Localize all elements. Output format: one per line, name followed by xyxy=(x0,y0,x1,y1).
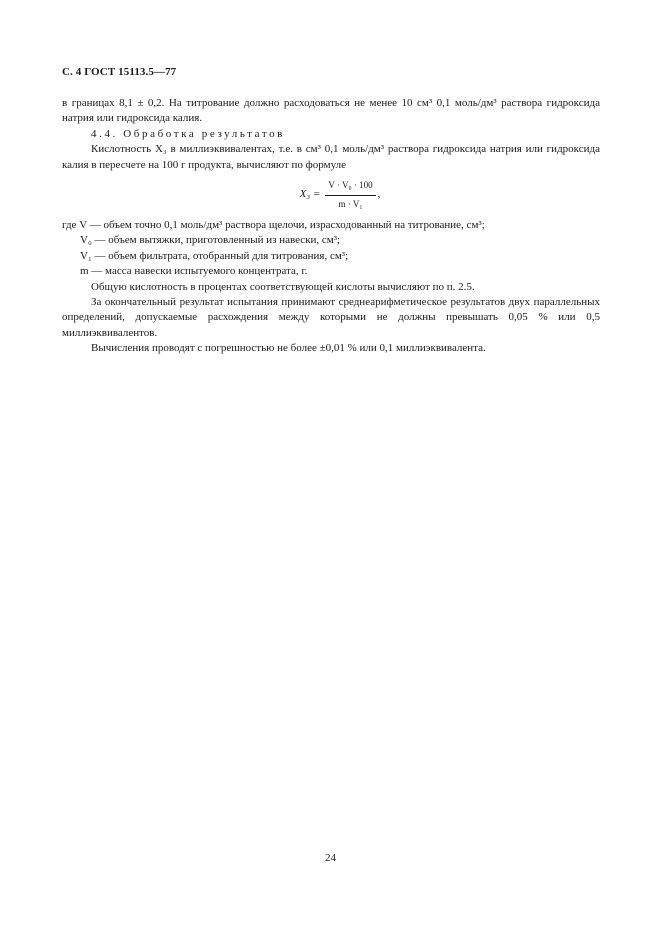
acidity-formula xyxy=(62,178,600,212)
page-header: С. 4 ГОСТ 15113.5—77 xyxy=(62,66,177,78)
paragraph-final-result: За окончательный результат испытания принимают среднеарифметическое результатов двух параллельных определений, допускаемые расхождения между которыми не должны превышать 0,05 % или 0,5 миллиэквивалентов. xyxy=(62,296,600,339)
legend-item-m: m — масса навески испытуемого концентрата, г. xyxy=(80,265,308,278)
paragraph-precision: Вычисления проводят с погрешностью не более ±0,01 % или 0,1 миллиэквивалента. xyxy=(91,342,486,355)
formula-numerator: V · V₀ · 100 xyxy=(325,178,375,195)
paragraph-total-acidity: Общую кислотность в процентах соответствующей кислоты вычисляют по п. 2.5. xyxy=(91,280,475,293)
paragraph-titration-range: в границах 8,1 ± 0,2. На титрование должно расходоваться не менее 10 см³ 0,1 моль/дм³ раствора гидроксида натрия или гидроксида калия. xyxy=(62,97,600,125)
formula-tail: , xyxy=(377,188,381,201)
page-number: 24 xyxy=(325,852,336,864)
paragraph-acidity-definition: Кислотность X₃ в миллиэквивалентах, т.е. в см³ 0,1 моль/дм³ раствора гидроксида натрия или гидроксида калия в пересчете на 100 г продукта, вычисляют по формуле xyxy=(62,143,600,171)
formula-fraction xyxy=(325,178,375,212)
legend-item-v: где V — объем точно 0,1 моль/дм³ раствора щелочи, израсходованный на титрование, см³; xyxy=(62,219,485,232)
formula-lhs: X₃ = xyxy=(299,188,321,201)
formula-denominator: m · V₁ xyxy=(338,198,363,209)
legend-item-v0: V₀ — объем вытяжки, приготовленный из навески, см³; xyxy=(80,234,341,247)
legend-item-v1: V₁ — объем фильтрата, отобранный для титрования, см³; xyxy=(80,249,349,262)
section-heading-results: 4.4. Обработка результатов xyxy=(91,127,285,140)
document-body xyxy=(62,96,600,357)
